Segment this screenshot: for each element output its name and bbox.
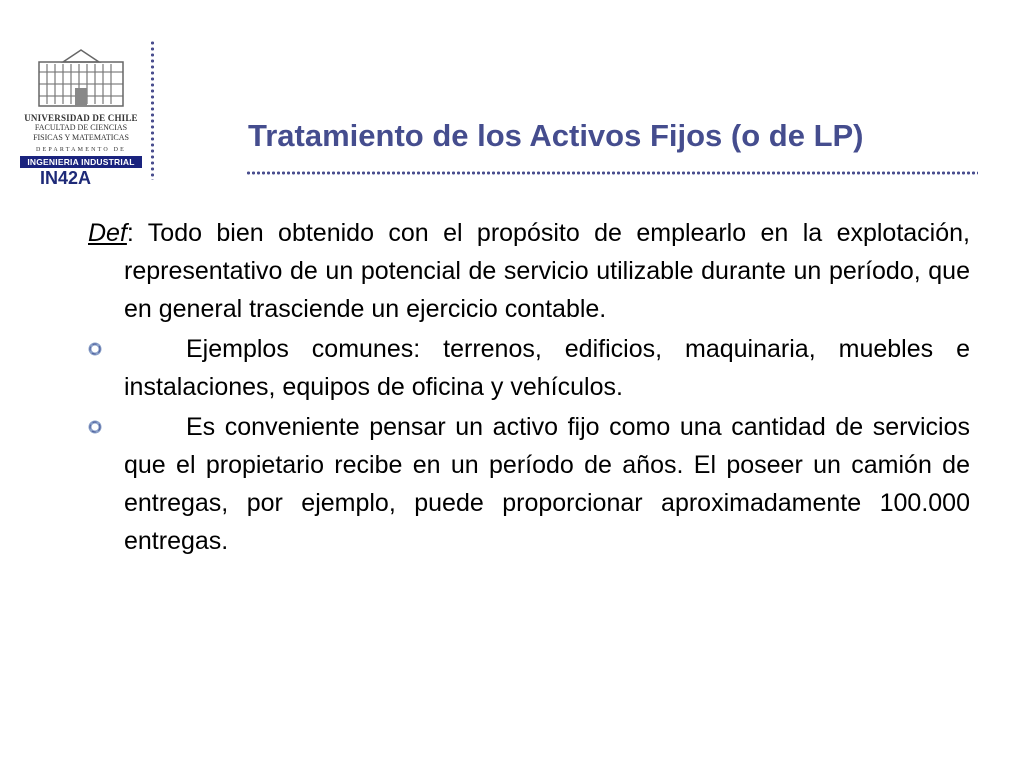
bullet-ring-icon — [88, 420, 102, 434]
bullet-text: Es conveniente pensar un activo fijo como una cantidad de servicios que el propietario recibe en un período de años. El poseer un camión de entregas, por ejemplo, puede proporcionar aproximadamente 100.000 entregas. — [124, 413, 970, 555]
university-logo — [20, 48, 142, 168]
course-code: IN42A — [40, 168, 92, 188]
building-icon — [33, 48, 129, 108]
bullet-item — [88, 408, 970, 560]
logo-faculty-line1: FACULTAD DE CIENCIAS — [34, 123, 128, 132]
bullet-ring-icon — [88, 342, 102, 356]
page-title: Tratamiento de los Activos Fijos (o de LP) — [248, 118, 864, 153]
vertical-dotted-divider — [150, 40, 155, 180]
definition-paragraph — [88, 214, 970, 328]
bullet-text: Ejemplos comunes: terrenos, edificios, maquinaria, muebles e instalaciones, equipos de oficina y vehículos. — [124, 335, 970, 401]
logo-text — [20, 113, 142, 155]
slide-content — [88, 214, 970, 560]
logo-university-name: UNIVERSIDAD DE CHILE — [24, 113, 138, 123]
definition-term: Def — [88, 219, 127, 247]
logo-department-label: DEPARTAMENTO DE — [36, 147, 126, 153]
bullet-item — [88, 330, 970, 406]
definition-text: : Todo bien obtenido con el propósito de emplearlo en la explotación, representativo de un potencial de servicio utilizable durante un período, que en general trasciende un ejercicio contable. — [124, 219, 970, 323]
logo-department-name: INGENIERIA INDUSTRIAL — [20, 156, 142, 168]
title-dotted-underline — [246, 170, 978, 176]
logo-faculty-line2: FISICAS Y MATEMATICAS — [33, 133, 129, 142]
